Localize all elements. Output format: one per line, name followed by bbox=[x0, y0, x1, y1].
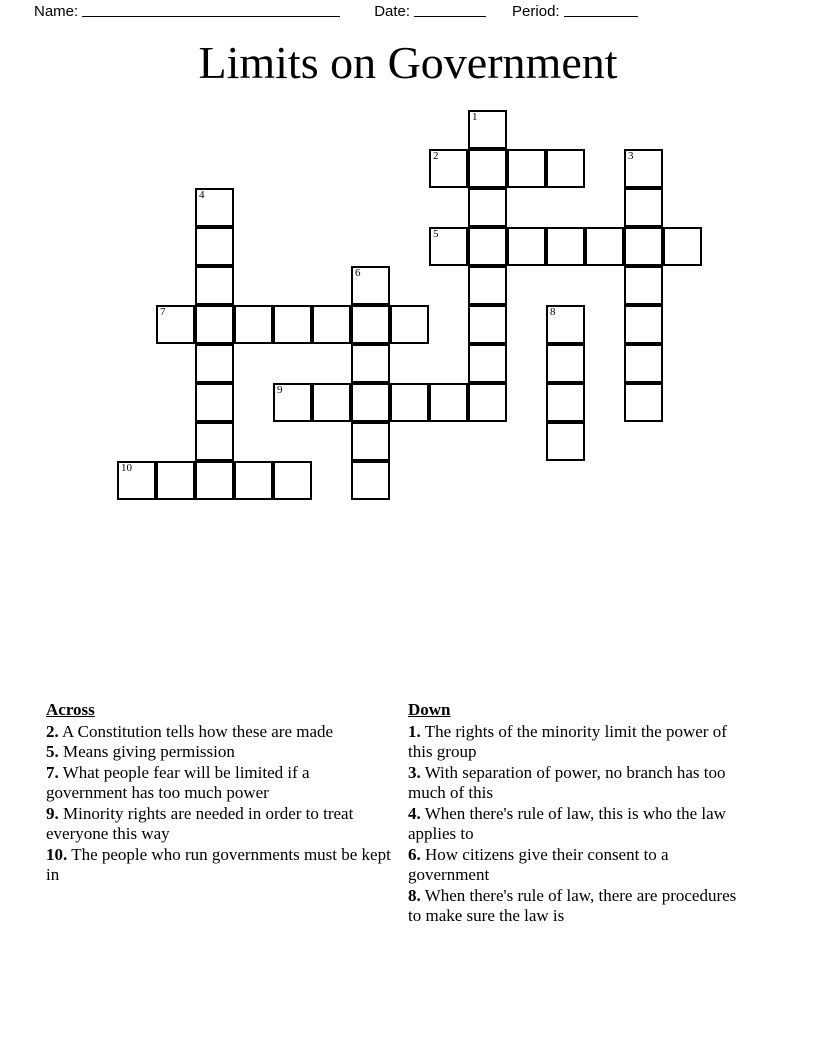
crossword-cell[interactable] bbox=[351, 266, 390, 305]
crossword-cell[interactable] bbox=[312, 305, 351, 344]
across-clue-text: What people fear will be limited if a government has too much power bbox=[46, 762, 310, 802]
crossword-cell[interactable] bbox=[624, 344, 663, 383]
crossword-cell[interactable] bbox=[117, 461, 156, 500]
down-clue-number: 8. bbox=[408, 885, 421, 905]
crossword-cell[interactable] bbox=[468, 188, 507, 227]
across-clue-10 bbox=[46, 845, 391, 886]
crossword-cell[interactable] bbox=[429, 149, 468, 188]
crossword-cell[interactable] bbox=[507, 227, 546, 266]
crossword-cell[interactable] bbox=[195, 305, 234, 344]
across-clue-number: 5. bbox=[46, 742, 59, 761]
crossword-cell[interactable] bbox=[429, 383, 468, 422]
crossword-cell[interactable] bbox=[624, 266, 663, 305]
across-clue-text: Minority rights are needed in order to treat everyone this way bbox=[46, 803, 354, 843]
crossword-cell[interactable] bbox=[624, 383, 663, 422]
crossword-cell[interactable] bbox=[468, 149, 507, 188]
down-clue-number: 4. bbox=[408, 803, 421, 823]
crossword-cell[interactable] bbox=[546, 149, 585, 188]
across-clue-list bbox=[46, 722, 391, 886]
crossword-cell[interactable] bbox=[624, 305, 663, 344]
name-label: Name: bbox=[34, 3, 79, 20]
date-label: Date: bbox=[374, 3, 411, 20]
crossword-cell[interactable] bbox=[234, 305, 273, 344]
cell-number-4: 4 bbox=[199, 189, 205, 201]
across-clue-number: 7. bbox=[46, 762, 59, 782]
crossword-grid[interactable] bbox=[0, 0, 816, 520]
across-heading: Across bbox=[46, 700, 95, 719]
crossword-cell[interactable] bbox=[195, 344, 234, 383]
down-clue-number: 1. bbox=[408, 721, 421, 741]
crossword-cell[interactable] bbox=[351, 344, 390, 383]
crossword-cell[interactable] bbox=[195, 227, 234, 266]
down-clue-number: 6. bbox=[408, 844, 421, 864]
crossword-cell[interactable] bbox=[195, 383, 234, 422]
cell-number-7: 7 bbox=[160, 306, 166, 318]
crossword-cell[interactable] bbox=[546, 422, 585, 461]
down-clue-6 bbox=[408, 845, 753, 886]
crossword-cell[interactable] bbox=[468, 266, 507, 305]
down-clue-1 bbox=[408, 722, 753, 763]
across-clue-text: A Constitution tells how these are made bbox=[58, 721, 334, 741]
cell-number-2: 2 bbox=[433, 150, 439, 162]
crossword-cell[interactable] bbox=[624, 149, 663, 188]
crossword-cell[interactable] bbox=[390, 305, 429, 344]
cell-number-5: 5 bbox=[433, 228, 439, 240]
crossword-cell[interactable] bbox=[273, 383, 312, 422]
crossword-cell[interactable] bbox=[507, 149, 546, 188]
crossword-cell[interactable] bbox=[195, 461, 234, 500]
crossword-cell[interactable] bbox=[351, 461, 390, 500]
crossword-cell[interactable] bbox=[312, 383, 351, 422]
crossword-cell[interactable] bbox=[585, 227, 624, 266]
cell-number-1: 1 bbox=[472, 111, 478, 123]
across-clue-5 bbox=[46, 742, 391, 763]
crossword-cell[interactable] bbox=[195, 266, 234, 305]
down-clue-8 bbox=[408, 886, 753, 927]
crossword-cell[interactable] bbox=[546, 344, 585, 383]
crossword-cell[interactable] bbox=[156, 461, 195, 500]
crossword-cell[interactable] bbox=[546, 227, 585, 266]
down-clue-number: 3. bbox=[408, 762, 421, 782]
down-clue-text: When there's rule of law, this is who the law applies to bbox=[408, 803, 726, 843]
crossword-cell[interactable] bbox=[351, 422, 390, 461]
cell-number-3: 3 bbox=[628, 150, 634, 162]
crossword-cell[interactable] bbox=[234, 461, 273, 500]
across-clue-7 bbox=[46, 763, 391, 804]
crossword-cell[interactable] bbox=[624, 227, 663, 266]
down-clue-list bbox=[408, 722, 753, 927]
crossword-cell[interactable] bbox=[468, 110, 507, 149]
crossword-cell[interactable] bbox=[546, 305, 585, 344]
down-clues-column bbox=[408, 700, 753, 927]
across-clues-column bbox=[46, 700, 391, 886]
cell-number-8: 8 bbox=[550, 306, 556, 318]
down-clue-text: With separation of power, no branch has too much of this bbox=[408, 762, 726, 802]
crossword-cell[interactable] bbox=[390, 383, 429, 422]
across-clue-text: The people who run governments must be kept in bbox=[46, 844, 391, 884]
crossword-cell[interactable] bbox=[468, 305, 507, 344]
across-clue-text: Means giving permission bbox=[58, 742, 235, 761]
crossword-cell[interactable] bbox=[468, 383, 507, 422]
cell-number-10: 10 bbox=[121, 462, 132, 474]
crossword-cell[interactable] bbox=[195, 422, 234, 461]
crossword-cell[interactable] bbox=[546, 383, 585, 422]
across-clue-number: 2. bbox=[46, 721, 59, 741]
crossword-cell[interactable] bbox=[351, 305, 390, 344]
across-clue-number: 10. bbox=[46, 844, 68, 864]
crossword-cell[interactable] bbox=[429, 227, 468, 266]
crossword-cell[interactable] bbox=[351, 383, 390, 422]
down-clue-text: The rights of the minority limit the power of this group bbox=[408, 721, 727, 761]
across-clue-2 bbox=[46, 722, 391, 743]
crossword-cell[interactable] bbox=[195, 188, 234, 227]
crossword-cell[interactable] bbox=[156, 305, 195, 344]
across-clue-9 bbox=[46, 804, 391, 845]
cell-number-9: 9 bbox=[277, 384, 283, 396]
down-clue-text: How citizens give their consent to a government bbox=[408, 844, 669, 884]
crossword-cell[interactable] bbox=[468, 227, 507, 266]
down-clue-3 bbox=[408, 763, 753, 804]
crossword-cell[interactable] bbox=[624, 188, 663, 227]
crossword-cell[interactable] bbox=[273, 305, 312, 344]
down-clue-text: When there's rule of law, there are procedures to make sure the law is bbox=[408, 885, 737, 925]
crossword-cell[interactable] bbox=[663, 227, 702, 266]
down-heading: Down bbox=[408, 700, 451, 719]
down-clue-4 bbox=[408, 804, 753, 845]
crossword-cell[interactable] bbox=[273, 461, 312, 500]
period-label: Period: bbox=[512, 3, 560, 20]
crossword-cell[interactable] bbox=[468, 344, 507, 383]
across-clue-number: 9. bbox=[46, 803, 59, 823]
cell-number-6: 6 bbox=[355, 267, 361, 279]
page-title: Limits on Government bbox=[198, 37, 618, 88]
